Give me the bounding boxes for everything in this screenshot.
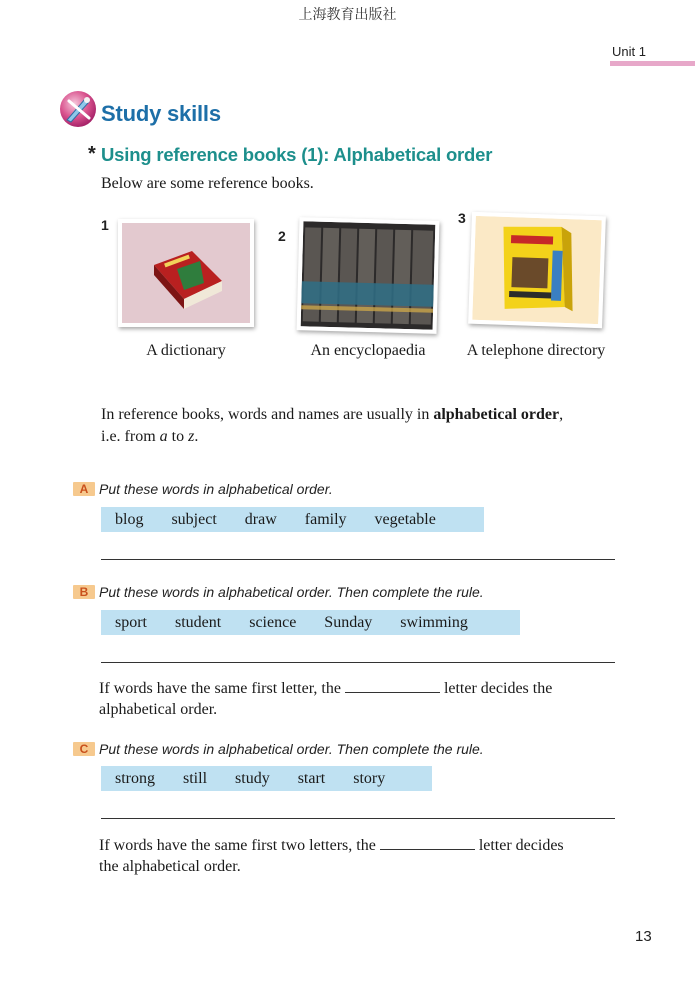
rule-c-pre: If words have the same first two letters, the [99, 837, 376, 854]
ref-text-line2: i.e. from [101, 428, 160, 445]
page-number: 13 [635, 928, 652, 945]
study-skills-icon [59, 90, 97, 128]
word-item: study [235, 769, 270, 787]
exercise-a-instruction: Put these words in alphabetical order. [99, 481, 333, 497]
word-item: family [304, 510, 347, 528]
book-caption: A telephone directory [466, 342, 606, 359]
ref-from-letter: a [159, 428, 168, 445]
word-item: strong [115, 769, 155, 787]
exercise-a-badge: A [73, 482, 95, 496]
word-item: science [249, 613, 297, 631]
exercise-b-instruction: Put these words in alphabetical order. Then complete the rule. [99, 584, 484, 600]
rule-c-post: letter decides [478, 837, 564, 854]
ref-text-bold: alphabetical order [433, 406, 560, 423]
publisher-header: 上海教育出版社 [298, 7, 397, 23]
exercise-b-rule [99, 678, 619, 720]
exercise-a-word-box [101, 507, 484, 532]
rule-c-blank[interactable] [380, 835, 475, 850]
ref-to-word: to [167, 428, 189, 445]
exercise-b-answer-line[interactable] [101, 662, 615, 663]
word-item: Sunday [324, 613, 373, 631]
book-caption: An encyclopaedia [310, 342, 426, 359]
word-item: vegetable [374, 510, 436, 528]
encyclopaedia-image [297, 217, 440, 334]
exercise-a-header [73, 481, 333, 497]
star-marker: * [88, 143, 96, 165]
dictionary-image [118, 219, 254, 327]
exercise-c-rule [99, 835, 619, 877]
exercise-a-answer-line[interactable] [101, 559, 615, 560]
word-item: blog [115, 510, 144, 528]
exercise-c-answer-line[interactable] [101, 818, 615, 819]
telephone-directory-image [468, 212, 606, 329]
unit-bar [610, 61, 695, 66]
ref-to-letter: z [188, 428, 195, 445]
section-title: Study skills [101, 101, 221, 126]
exercise-b-header [73, 584, 484, 600]
ref-end: . [194, 428, 199, 445]
word-item: subject [171, 510, 217, 528]
section-subtitle: Using reference books (1): Alphabetical order [101, 144, 493, 165]
word-item: draw [244, 510, 277, 528]
word-item: student [175, 613, 222, 631]
word-item: swimming [400, 613, 468, 631]
rule-b-line2: alphabetical order. [99, 701, 218, 718]
exercise-c-badge: C [73, 742, 95, 756]
word-item: sport [115, 613, 147, 631]
book-number: 1 [101, 217, 109, 233]
exercise-c-header [73, 741, 484, 757]
rule-b-pre: If words have the same first letter, the [99, 680, 341, 697]
ref-text-comma: , [559, 406, 564, 423]
rule-c-line2: the alphabetical order. [99, 858, 241, 875]
book-number: 3 [458, 210, 466, 226]
intro-text: Below are some reference books. [101, 175, 314, 192]
book-number: 2 [278, 228, 286, 244]
word-item: start [297, 769, 326, 787]
exercise-c-word-box [101, 766, 432, 791]
rule-b-blank[interactable] [345, 678, 440, 693]
reference-explanation [101, 404, 621, 448]
word-item: story [353, 769, 386, 787]
exercise-b-badge: B [73, 585, 95, 599]
rule-b-post: letter decides the [443, 680, 553, 697]
book-caption: A dictionary [146, 342, 226, 359]
word-item: still [183, 769, 208, 787]
exercise-b-word-box [101, 610, 520, 635]
unit-label: Unit 1 [612, 44, 646, 59]
ref-text-before: In reference books, words and names are usually in [101, 406, 434, 423]
exercise-c-instruction: Put these words in alphabetical order. Then complete the rule. [99, 741, 484, 757]
